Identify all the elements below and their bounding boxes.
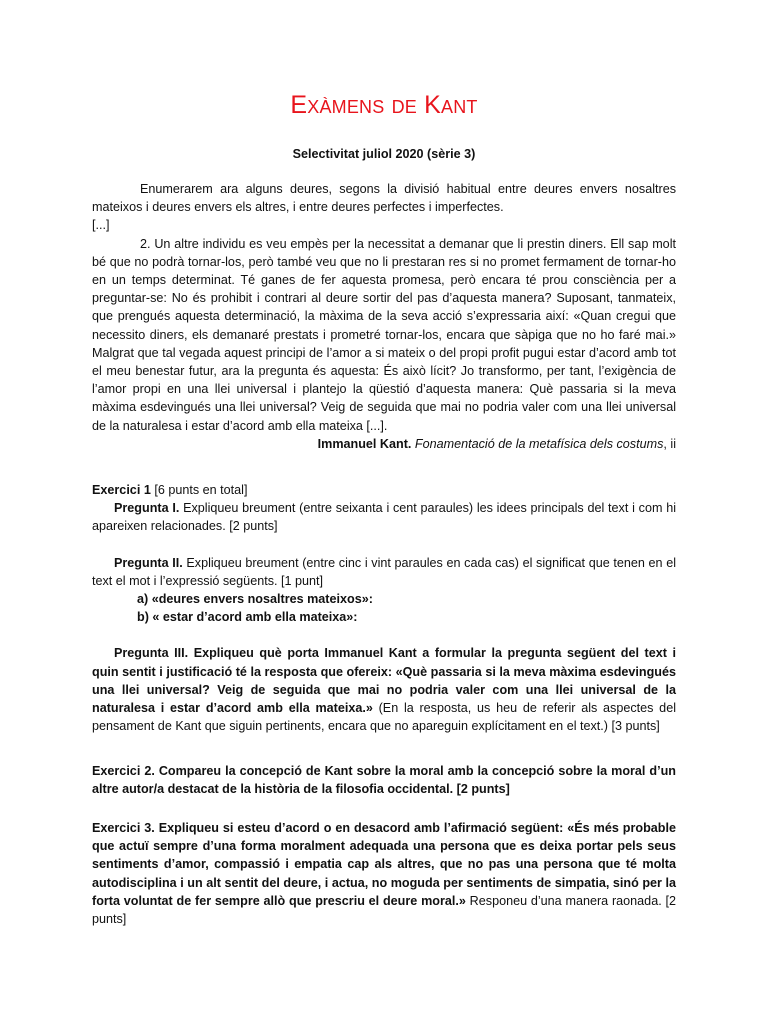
question-1 [92, 499, 676, 535]
exercise-2-body [92, 762, 676, 798]
question-3 [92, 644, 676, 735]
attribution-author: Immanuel Kant. [317, 436, 412, 451]
question-2-item-b: b) « estar d’acord amb ella mateixa»: [137, 610, 358, 625]
exercise-2-text: Compareu la concepció de Kant sobre la moral amb la concepció sobre la moral d’un altre autor/a destacat de la història de la filosofia occidental. [2 punts] [92, 764, 676, 797]
page-subtitle: Selectivitat juliol 2020 (sèrie 3) [292, 147, 476, 161]
question-3-text: Expliqueu què porta Immanuel Kant a formular la pregunta següent del text i quin sentit i justificació té la resposta que ofereix: «Què passaria si la meva màxima esdevingués una llei universal? Veig de seguida que mai no podria valer com una llei universal de la naturalesa i estar d’acord amb ella mateixa.» [92, 646, 676, 716]
question-3-label: Pregunta III. [114, 646, 189, 661]
question-2-label: Pregunta II. [114, 555, 183, 570]
attribution-suffix: , ii [663, 436, 676, 451]
exercise-2 [92, 762, 676, 798]
exercise-3 [92, 819, 676, 928]
intro-paragraph: Enumerarem ara alguns deures, segons la divisió habitual entre deures envers nosaltres mateixos i deures envers els altres, i entre deures perfectes i imperfectes. [92, 182, 676, 215]
page-title: Exàmens de Kant [290, 91, 478, 119]
spacer [92, 626, 676, 644]
attribution-work: Fonamentació de la metafísica dels costums [414, 436, 664, 451]
paragraph-2: 2. Un altre individu es veu empès per la necessitat a demanar que li prestin diners. Ell sap molt bé que no podrà tornar-los, però també veu que no li prestaran res si no promet fermament de tornar-ho en un temps determinat. Té ganes de fer aquesta promesa, però encara té prou consciència per a preguntar-se: No és prohibit i contrari al deure sortir del pas d’aquesta manera? Suposant, tanmateix, que prengués aquesta determinació, la màxima de la seva acció s’expressaria així: «Quan cregui que necessito diners, els demanaré prestats i prometré tornar-los, encara que sàpiga que no ho faré mai.» Malgrat que tal vegada aquest principi de l’amor a si mateix o del propi profit pugui estar d’acord amb tot el meu benestar futur, ara la pregunta és aquesta: És això lícit? Jo transformo, per tant, l’exigència de l’amor propi en una llei universal i plantejo la qüestió d’aquesta manera: Què passaria si la meva màxima esdevingués una llei universal? Veig de seguida que mai no podria valer com una llei universal de la naturalesa i estar d’acord amb ella mateixa [...]. [92, 236, 676, 433]
exercise-3-text: Expliqueu si esteu d’acord o en desacord amb l’afirmació següent: «És més probable que actuï sempre d’una forma moralment adequada una persona que es deixa portar pels seus sentiments d’amor, compassió i empatia cap als altres, que no pas una persona que té molta autodisciplina i un alt sentit del deure, i actua, no moguda per sentiments de simpatia, sinó per la forta voluntat de fer sempre allò que prescriu el deure moral.» [92, 821, 676, 908]
exercise-1 [92, 481, 676, 735]
exercise-2-label: Exercici 2. [92, 764, 155, 778]
question-1-text: Expliqueu breument (entre seixanta i cent paraules) les idees principals del text i com hi apareixen relacionades. [2 punts] [92, 501, 677, 534]
exercise-3-tail: Responeu d’una manera raonada. [2 punts] [92, 893, 676, 927]
spacer [92, 536, 676, 554]
exercise-1-heading [92, 481, 676, 499]
exercise-1-label: Exercici 1 [92, 483, 151, 497]
question-3-tail: (En la resposta, us heu de referir als aspectes del pensament de Kant que siguin pertinents, encara que no apareguin explícitament en el text.) [3 punts] [92, 701, 676, 734]
exercise-1-points: [6 punts en total] [150, 483, 248, 497]
ellipsis-marker: [...] [92, 218, 110, 233]
exercise-3-label: Exercici 3. [92, 821, 155, 835]
question-2-text: Expliqueu breument (entre cinc i vint paraules en cada cas) el significat que tenen en el text el mot i l’expressió següents. [1 punt] [92, 555, 676, 588]
question-2 [92, 554, 676, 590]
question-1-label: Pregunta I. [114, 501, 180, 516]
attribution [92, 435, 676, 453]
question-2-item-a: a) «deures envers nosaltres mateixos»: [137, 592, 373, 607]
source-text [92, 180, 676, 453]
exercise-3-body [92, 819, 676, 928]
